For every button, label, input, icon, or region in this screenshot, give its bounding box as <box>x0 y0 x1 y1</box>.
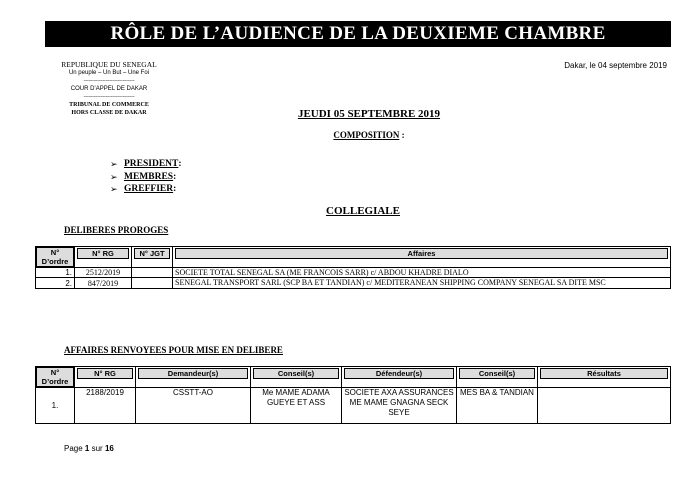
header-ordre: N° D’ordre <box>36 247 75 268</box>
cell-affaires: SENEGAL TRANSPORT SARL (SCP BA ET TANDIAN) c/ MEDITERANEAN SHIPPING COMPANY SENEGAL SA DITE MSC <box>173 278 671 289</box>
role-suffix: : <box>173 171 177 182</box>
table-header-row <box>36 247 671 268</box>
role-suffix: : <box>173 184 177 194</box>
composition-label: COMPOSITION <box>333 130 400 140</box>
role-label: MEMBRES <box>124 171 174 182</box>
cell-rg: 847/2019 <box>75 278 132 289</box>
cell-affaires: SOCIETE TOTAL SENEGAL SA (ME FRANCOIS SARR) c/ ABDOU KHADRE DIALO <box>173 268 671 278</box>
header-rg: N° RG <box>75 247 132 268</box>
hearing-date: JEUDI 05 SEPTEMBRE 2019 <box>297 108 441 120</box>
cell-rg: 2512/2019 <box>75 268 132 278</box>
separator-2: ------------------------------ <box>83 94 135 100</box>
role-suffix: : <box>178 159 182 169</box>
document-date: Dakar, le 04 septembre 2019 <box>564 61 667 70</box>
separator-1: ------------------------------ <box>83 78 135 84</box>
cell-rg: 2188/2019 <box>75 388 136 424</box>
header-conseil-2: Conseil(s) <box>457 367 538 388</box>
role-label: GREFFIER <box>124 184 174 194</box>
roles-list <box>110 158 182 196</box>
cell-jgt <box>132 268 173 278</box>
cell-conseil-2: MES BA & TANDIAN <box>457 388 538 424</box>
header-conseil-1: Conseil(s) <box>251 367 342 388</box>
cell-demandeur: CSSTT-AO <box>136 388 251 424</box>
header-resultats: Résultats <box>538 367 671 388</box>
header-affaires: Affaires <box>173 247 671 268</box>
arrow-icon: ➢ <box>110 184 118 194</box>
page-label: Page <box>64 444 83 453</box>
table-row <box>36 388 671 424</box>
table-header-row <box>36 367 671 388</box>
tribunal-line-2: HORS CLASSE DE DAKAR <box>71 110 147 116</box>
header-ordre: N° D’ordre <box>36 367 75 388</box>
role-president <box>110 158 182 171</box>
page-footer <box>64 444 114 453</box>
cell-conseil-1: Me MAME ADAMA GUEYE ET ASS <box>251 388 342 424</box>
header-demandeur: Demandeur(s) <box>136 367 251 388</box>
header-jgt: N° JGT <box>132 247 173 268</box>
page-total: 16 <box>104 444 114 453</box>
cell-ordre: 1. <box>36 268 75 278</box>
role-greffier <box>110 183 182 196</box>
arrow-icon: ➢ <box>110 159 118 169</box>
arrow-icon: ➢ <box>110 171 118 182</box>
renvoyees-table <box>35 366 671 424</box>
document-banner-title: RÔLE DE L’AUDIENCE DE LA DEUXIEME CHAMBRE <box>45 21 671 47</box>
cell-ordre: 2. <box>36 278 75 289</box>
page-sur: sur <box>91 444 103 453</box>
role-label: PRESIDENT <box>124 159 179 169</box>
section-deliberes-title: DELIBERES PROROGES <box>64 225 169 235</box>
court-label: COUR D’APPEL DE DAKAR <box>70 86 148 92</box>
cell-ordre: 1. <box>36 388 75 424</box>
section-renvoyees-title: AFFAIRES RENVOYEES POUR MISE EN DELIBERE <box>64 345 283 355</box>
header-defendeur: Défendeur(s) <box>342 367 457 388</box>
collegiale-heading: COLLEGIALE <box>326 205 400 217</box>
role-membres <box>110 171 182 184</box>
deliberes-table <box>35 246 671 289</box>
composition-heading <box>20 130 698 140</box>
composition-suffix: : <box>399 130 405 140</box>
republic-label: REPUBLIQUE DU SENEGAL <box>61 60 157 69</box>
page-number: 1 <box>84 444 90 453</box>
cell-resultats <box>538 388 671 424</box>
header-rg: N° RG <box>75 367 136 388</box>
table-row <box>36 278 671 289</box>
table-row <box>36 268 671 278</box>
cell-jgt <box>132 278 173 289</box>
cell-defendeur: SOCIETE AXA ASSURANCES ME MAME GNAGNA SECK SEYE <box>342 388 457 424</box>
tribunal-line-1: TRIBUNAL DE COMMERCE <box>69 102 149 108</box>
motto: Un peuple – Un But – Une Foi <box>68 70 150 76</box>
